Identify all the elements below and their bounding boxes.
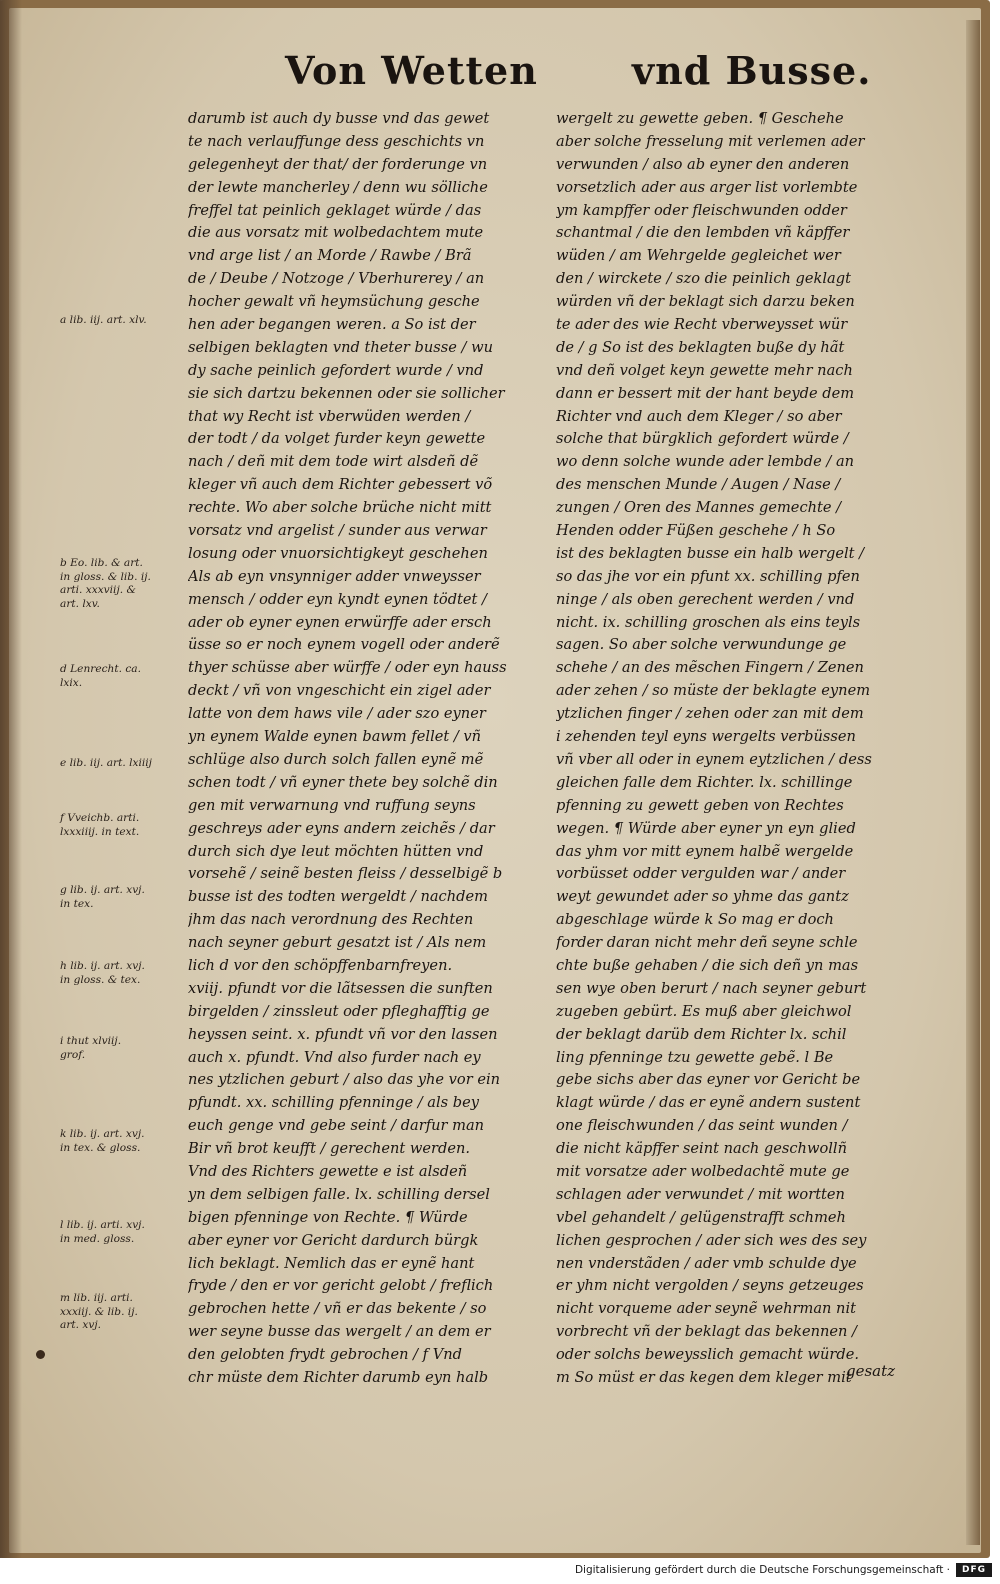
running-head-right: vnd Busse. [632, 48, 872, 93]
running-head-left: Von Wetten [285, 48, 538, 93]
text-line-right: er yhm nicht vergolden / seyns getzeuges [556, 1277, 864, 1295]
margin-note-line: arti. xxxviij. & [60, 584, 136, 596]
text-line-left: that wy Recht ist vberwüden werden / [188, 407, 471, 425]
text-line-left: de / Deube / Notzoge / Vberhurerey / an [188, 270, 485, 288]
text-line-left: vnd arge list / an Morde / Rawbe / Brã [188, 247, 472, 265]
dfg-logo-icon: DFG [956, 1563, 992, 1577]
text-line-left: mensch / odder eyn kyndt eynen tödtet / [188, 590, 487, 608]
margin-note-line: xxxiij. & lib. ij. [60, 1305, 138, 1318]
gutter-shadow [0, 0, 22, 1558]
text-line-left: yn eynem Walde eynen bawm fellet / vñ [188, 728, 482, 746]
text-column-right [556, 108, 912, 1390]
text-line-left: heyssen seint. x. pfundt vñ vor den lassen [188, 1025, 498, 1043]
text-line-left: hen ader begangen weren. a So ist der [188, 316, 476, 334]
margin-note [60, 884, 185, 911]
text-line-left: euch genge vnd gebe seint / darfur man [188, 1117, 485, 1135]
text-line-right: Henden odder Füßen geschehe / h So [556, 522, 836, 540]
margin-note [60, 1128, 185, 1155]
margin-note-line: in med. gloss. [60, 1232, 135, 1245]
margin-note [60, 960, 185, 987]
text-line-left: te nach verlauffunge dess geschichts vn [188, 132, 485, 150]
text-line-left: die aus vorsatz mit wolbedachtem mute [188, 224, 484, 242]
margin-note-line: m lib. iij. arti. [60, 1292, 133, 1304]
text-line-right: de / g So ist des beklagten buße dy hãt [556, 338, 845, 356]
text-line-left: ader ob eyner eynen erwürffe ader ersch [188, 613, 492, 631]
page-edge [966, 20, 980, 1545]
text-line-right: vbel gehandelt / gelügenstrafft schmeh [556, 1208, 846, 1226]
text-line-right: abgeschlage würde k So mag er doch [556, 911, 834, 929]
text-line-left: hocher gewalt vñ heymsüchung gesche [188, 293, 480, 311]
margin-note-line: g lib. ij. art. xvj. [60, 884, 145, 896]
text-line-left: sie sich dartzu bekennen oder sie sollicher [188, 384, 505, 402]
text-line-left: birgelden / zinssleut oder pfleghafftig ge [188, 1002, 490, 1020]
text-line-right: ninge / als oben gerechent werden / vnd [556, 590, 855, 608]
text-line-right: das yhm vor mitt eynem halbẽ wergelde [556, 842, 854, 860]
text-line-left: darumb ist auch dy busse vnd das gewet [188, 110, 490, 127]
text-line-right: ling pfenninge tzu gewette gebẽ. l Be [556, 1048, 834, 1066]
text-line-left: gelegenheyt der that/ der forderunge vn [188, 155, 488, 173]
text-line-left: jhm das nach verordnung des Rechten [188, 911, 474, 929]
text-line-right: würden vñ der beklagt sich darzu beken [556, 293, 855, 311]
text-line-left: fryde / den er vor gericht gelobt / freflich [188, 1277, 494, 1295]
text-line-left: busse ist des todten wergeldt / nachdem [188, 888, 488, 906]
text-line-left: lich beklagt. Nemlich das er eynẽ hant [188, 1254, 475, 1272]
margin-note [60, 1292, 185, 1333]
text-line-left: den gelobten frydt gebrochen / f Vnd [188, 1346, 463, 1364]
margin-note-line: a lib. iij. art. xlv. [60, 314, 147, 326]
text-line-right: wegen. ¶ Würde aber eyner yn eyn glied [556, 819, 856, 837]
text-line-right: gleichen falle dem Richter. lx. schillinge [556, 773, 853, 791]
text-line-left: losung oder vnuorsichtigkeyt geschehen [188, 544, 488, 562]
margin-note-line: in tex. & gloss. [60, 1141, 141, 1154]
margin-note-line: in gloss. & lib. ij. [60, 570, 151, 583]
margin-note-line: e lib. iij. art. lxiiij [60, 757, 152, 769]
text-line-right: wüden / am Wehrgelde gegleichet wer [556, 247, 841, 265]
text-line-left: durch sich dye leut möchten hütten vnd [188, 842, 484, 860]
text-line-right: verwunden / also ab eyner den anderen [556, 155, 850, 173]
text-line-right: vorbrecht vñ der beklagt das bekennen / [556, 1323, 857, 1341]
catchword: gesatz [846, 1362, 896, 1380]
text-line-left: freffel tat peinlich geklaget würde / das [188, 201, 482, 219]
margin-note-line: lxxxiiij. in text. [60, 825, 140, 838]
text-line-left: auch x. pfundt. Vnd also furder nach ey [188, 1048, 481, 1066]
text-line-right: schlagen ader verwundet / mit wortten [556, 1185, 845, 1203]
margin-note-line: in gloss. & tex. [60, 973, 141, 986]
text-line-right: vorbüsset odder vergulden war / ander [556, 865, 846, 883]
text-line-right: schantmal / die den lembden vñ käpffer [556, 224, 850, 242]
text-line-left: xviij. pfundt vor die lãtsessen die sunften [188, 979, 493, 997]
footer-bar [0, 1558, 1000, 1584]
text-line-left: Bir vñ brot keufft / gerechent werden. [188, 1140, 470, 1158]
text-line-left: nes ytzlichen geburt / also das yhe vor ein [188, 1071, 501, 1089]
text-line-left: bigen pfenninge von Rechte. ¶ Würde [188, 1208, 468, 1226]
text-line-right: wergelt zu gewette geben. ¶ Geschehe [556, 110, 844, 127]
text-line-right: schehe / an des mẽschen Fingern / Zenen [556, 659, 864, 677]
text-line-right: ader zehen / so müste der beklagte eynem [556, 682, 871, 700]
text-line-right: gebe sichs aber das eyner vor Gericht be [556, 1071, 861, 1089]
text-line-right: ist des beklagten busse ein halb wergelt / [556, 544, 865, 562]
text-line-right: mit vorsatze ader wolbedachtẽ mute ge [556, 1162, 850, 1180]
margin-note-line: art. xvj. [60, 1319, 101, 1331]
text-line-right: zugeben gebürt. Es muß aber gleichwol [556, 1002, 852, 1020]
text-line-left: selbigen beklagten vnd theter busse / wu [188, 338, 493, 356]
margin-note-line: in tex. [60, 897, 94, 910]
footer-credit: Digitalisierung gefördert durch die Deutsche Forschungsgemeinschaft · [574, 1564, 950, 1576]
text-line-right: dann er bessert mit der hant beyde dem [556, 384, 855, 402]
text-line-left: üsse so er noch eynem vogell oder anderẽ [188, 636, 500, 654]
text-line-left: vorsatz vnd argelist / sunder aus verwar [188, 522, 487, 540]
text-line-right: te ader des wie Recht vberweysset wür [556, 316, 848, 334]
text-line-right: m So müst er das kegen dem kleger mit [556, 1368, 852, 1386]
text-line-left: gebrochen hette / vñ er das bekente / so [188, 1300, 487, 1318]
text-line-right: solche that bürgklich gefordert würde / [556, 430, 849, 448]
text-line-left: yn dem selbigen falle. lx. schilling dersel [188, 1185, 490, 1203]
text-line-right: i zehenden teyl eyns wergelts verbüssen [556, 728, 856, 746]
text-line-right: klagt würde / das er eynẽ andern sustent [556, 1094, 861, 1112]
text-line-left: aber eyner vor Gericht dardurch bürgk [188, 1231, 479, 1249]
text-line-right: sen wye oben berurt / nach seyner geburt [556, 979, 867, 997]
text-line-left: schlüge also durch solch fallen eynẽ mẽ [188, 750, 484, 768]
text-line-left: gen mit verwarnung vnd ruffung seyns [188, 796, 476, 814]
margin-note-line: d Lenrecht. ca. [60, 663, 141, 675]
text-line-right: zungen / Oren des Mannes gemechte / [556, 499, 842, 517]
text-line-right: vñ vber all oder in eynem eytzlichen / dess [556, 750, 872, 768]
text-line-left: wer seyne busse das wergelt / an dem er [188, 1323, 491, 1341]
text-line-left: der todt / da volget furder keyn gewette [188, 430, 486, 448]
text-line-left: deckt / vñ von vngeschicht ein zigel ader [188, 682, 491, 700]
text-line-right: des menschen Munde / Augen / Nase / [556, 476, 841, 494]
text-line-left: geschreys ader eyns andern zeichẽs / dar [188, 819, 495, 837]
text-line-left: Vnd des Richters gewette e ist alsdeñ [188, 1162, 468, 1180]
margin-note [60, 314, 185, 328]
text-line-right: aber solche fresselung mit verlemen ader [556, 132, 865, 150]
text-line-left: der lewte mancherley / denn wu sölliche [188, 178, 488, 196]
margin-note-line: f Vveichb. arti. [60, 812, 140, 824]
text-line-right: nicht. ix. schilling groschen als eins teyls [556, 613, 861, 631]
text-line-left: lich d vor den schöpffenbarnfreyen. [188, 956, 453, 974]
text-line-right: chte buße gehaben / die sich deñ yn mas [556, 956, 859, 974]
text-line-left: schen todt / vñ eyner thete bey solchẽ din [188, 773, 498, 791]
text-line-right: vorsetzlich ader aus arger list vorlembte [556, 178, 858, 196]
text-line-right: one fleischwunden / das seint wunden / [556, 1117, 848, 1135]
text-line-right: lichen gesprochen / ader sich wes des sey [556, 1231, 867, 1249]
margin-note-line: k lib. ij. art. xvj. [60, 1128, 145, 1140]
text-line-left: rechte. Wo aber solche brüche nicht mitt [188, 499, 492, 517]
text-line-right: weyt gewundet ader so yhme das gantz [556, 888, 849, 906]
text-line-left: latte von dem haws vile / ader szo eyner [188, 705, 486, 723]
margin-note [60, 557, 185, 611]
margin-note [60, 1035, 185, 1062]
margin-note-line: b Eo. lib. & art. [60, 557, 143, 569]
margin-note-line: l lib. ij. arti. xvj. [60, 1219, 145, 1231]
text-line-right: der beklagt darüb dem Richter lx. schil [556, 1025, 847, 1043]
margin-note-line: i thut xlviij. [60, 1035, 122, 1047]
text-line-left: Als ab eyn vnsynniger adder vnweysser [188, 567, 481, 585]
margin-note-line: lxix. [60, 676, 83, 689]
margin-note [60, 757, 185, 771]
text-line-right: den / wirckete / szo die peinlich geklagt [556, 270, 851, 288]
ink-spot [36, 1350, 45, 1359]
text-line-right: vnd deñ volget keyn gewette mehr nach [556, 361, 853, 379]
text-line-left: dy sache peinlich gefordert wurde / vnd [188, 361, 484, 379]
text-line-left: nach / deñ mit dem tode wirt alsdeñ dẽ [188, 453, 479, 471]
text-line-right: oder solchs beweysslich gemacht würde. [556, 1346, 859, 1364]
text-line-right: ytzlichen finger / zehen oder zan mit dem [556, 705, 864, 723]
text-line-left: pfundt. xx. schilling pfenninge / als bey [188, 1094, 480, 1112]
margin-note [60, 663, 185, 690]
text-column-left [188, 108, 548, 1390]
text-line-right: forder daran nicht mehr deñ seyne schle [556, 934, 858, 952]
text-line-right: pfenning zu gewett geben von Rechtes [556, 796, 844, 814]
margin-note [60, 812, 185, 839]
text-line-left: chr müste dem Richter darumb eyn halb [188, 1368, 489, 1386]
text-line-left: vorsehẽ / seinẽ besten fleiss / desselbigẽ b [188, 865, 503, 883]
text-line-right: wo denn solche wunde ader lembde / an [556, 453, 855, 471]
margin-note-line: h lib. ij. art. xvj. [60, 960, 145, 972]
margin-note [60, 1219, 185, 1246]
text-line-right: ym kampffer oder fleischwunden odder [556, 201, 847, 219]
text-line-right: sagen. So aber solche verwundunge ge [556, 636, 847, 654]
text-line-right: Richter vnd auch dem Kleger / so aber [556, 407, 842, 425]
margin-note-line: art. lxv. [60, 597, 100, 610]
text-line-right: die nicht käpffer seint nach geschwollñ [556, 1140, 847, 1158]
text-line-right: nicht vorqueme ader seynẽ wehrman nit [556, 1300, 856, 1318]
text-line-left: nach seyner geburt gesatzt ist / Als nem [188, 934, 487, 952]
text-line-right: so das jhe vor ein pfunt xx. schilling pfen [556, 567, 860, 585]
text-line-left: kleger vñ auch dem Richter gebessert võ [188, 476, 493, 494]
margin-note-line: grof. [60, 1048, 86, 1061]
text-line-left: thyer schüsse aber würffe / oder eyn hauss [188, 659, 507, 677]
text-line-right: nen vnderstãden / ader vmb schulde dye [556, 1254, 857, 1272]
